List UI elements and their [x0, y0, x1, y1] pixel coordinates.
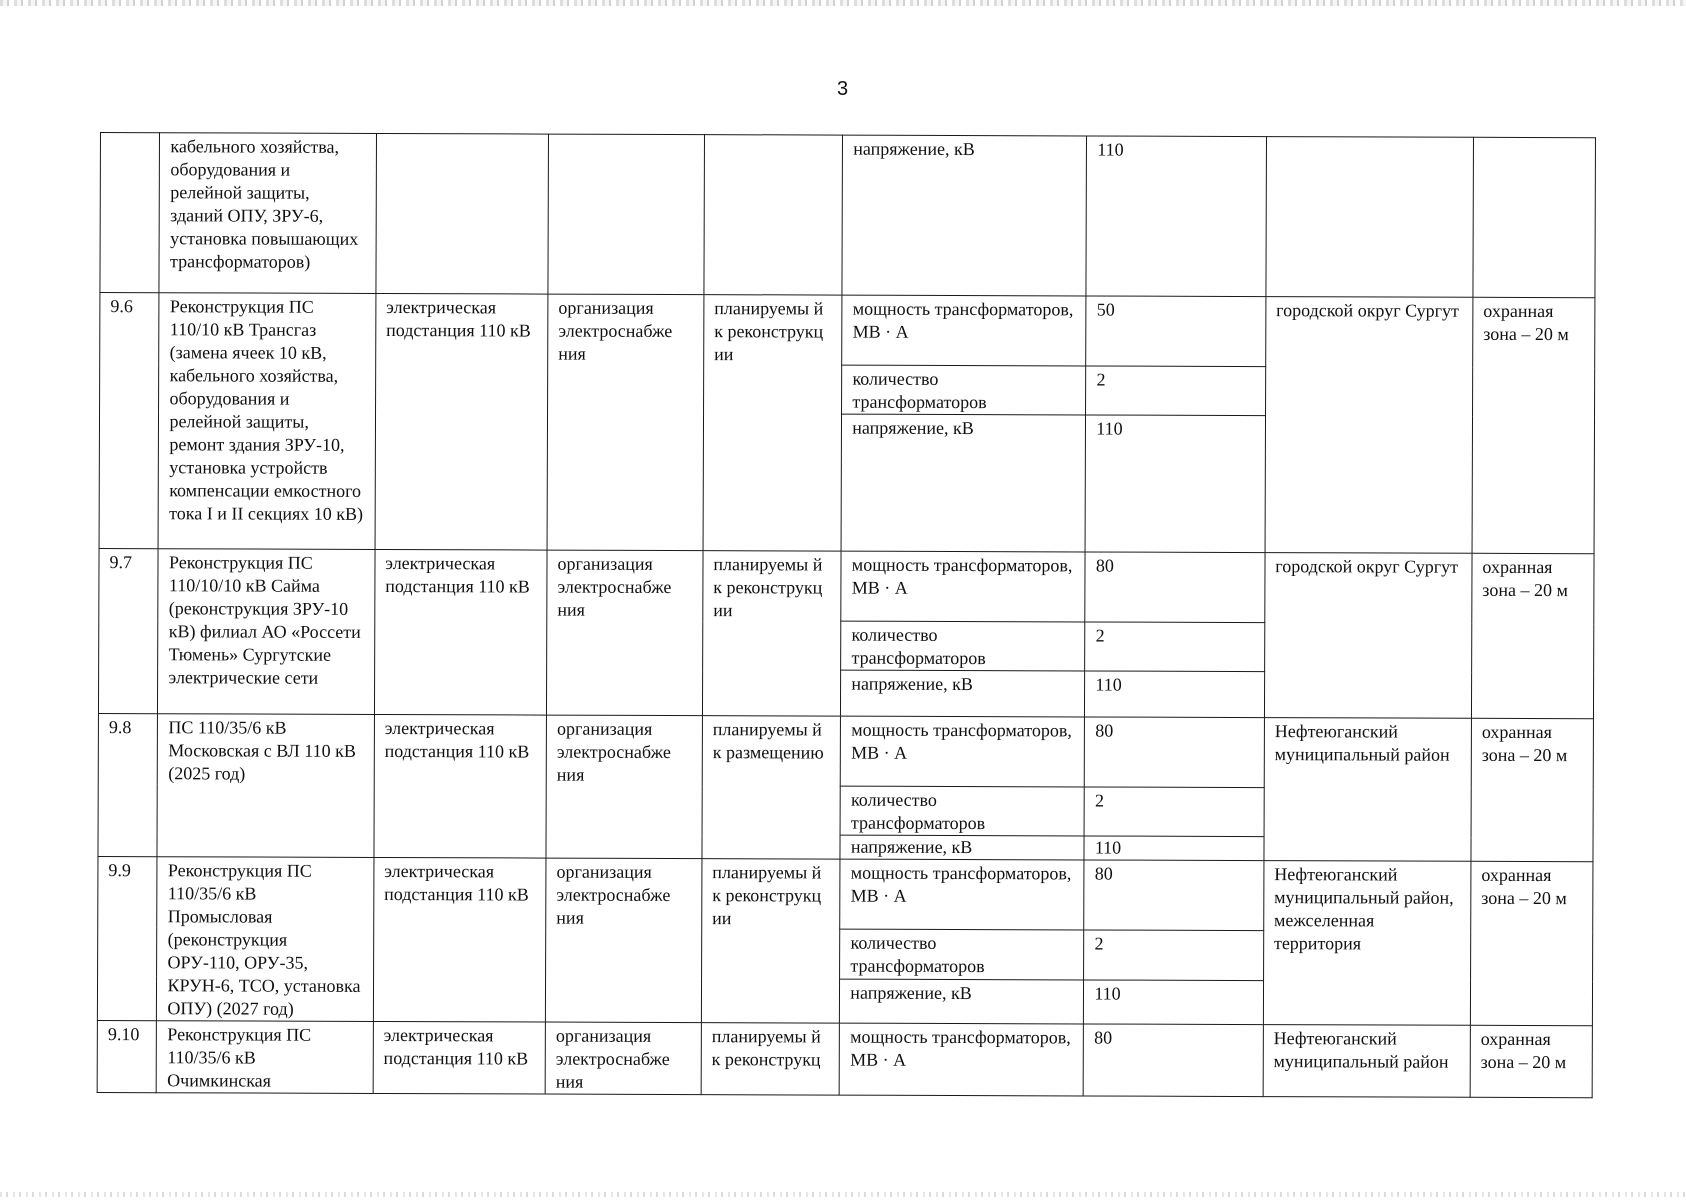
cell-param: мощность трансформаторов, МВ · А	[840, 859, 1084, 930]
cell-num: 9.9	[97, 856, 157, 1020]
cell-param: напряжение, кВ	[840, 835, 1084, 860]
cell-param: мощность трансформаторов, МВ · А	[842, 295, 1086, 366]
cell-status: планируемы й к размещению	[702, 716, 841, 859]
cell-num: 9.8	[98, 713, 158, 856]
cell-value: 80	[1085, 717, 1265, 788]
cell-location: Нефтеюганский муниципальный район	[1264, 718, 1472, 862]
cell-param: мощность трансформаторов, МВ · А	[841, 716, 1085, 787]
cell-purpose: организация электроснабже ния	[547, 294, 704, 551]
cell-purpose	[548, 134, 704, 295]
cell-type	[376, 133, 549, 294]
table-row	[97, 1020, 1592, 1097]
cell-value: 110	[1086, 136, 1266, 297]
cell-value: 2	[1085, 622, 1265, 672]
cell-num: 9.7	[98, 548, 158, 713]
cell-value: 110	[1085, 671, 1265, 718]
cell-status	[704, 135, 843, 295]
scan-edge-bottom	[0, 1192, 1686, 1197]
cell-value: 110	[1084, 980, 1264, 1025]
cell-zone: охранная зона – 20 м	[1470, 861, 1593, 1025]
cell-param: напряжение, кВ	[841, 414, 1086, 552]
table-row-continued	[100, 133, 1596, 298]
cell-type: электрическая подстанция 110 кВ	[373, 1021, 546, 1094]
cell-name: кабельного хозяйства, оборудования и релейной защиты, зданий ОПУ, ЗРУ-6, установка повышающих трансформаторов)	[159, 133, 376, 294]
cell-type: электрическая подстанция 110 кВ	[374, 549, 547, 715]
cell-status: планируемы й к реконструкц ии	[702, 551, 841, 716]
cell-value: 2	[1084, 787, 1264, 837]
cell-purpose: организация электроснабже ния	[545, 1022, 701, 1095]
cell-purpose: организация электроснабже ния	[545, 858, 701, 1023]
cell-location: городской округ Сургут	[1265, 297, 1473, 554]
cell-num: 9.10	[97, 1020, 157, 1092]
cell-zone: охранная зона – 20 м	[1471, 553, 1594, 718]
cell-name: Реконструкция ПС 110/35/6 кВ Промысловая (реконструкция ОРУ-110, ОРУ-35, КРУН-6, ТСО, установка ОПУ) (2027 год)	[157, 857, 374, 1022]
cell-param: напряжение, кВ	[842, 135, 1087, 296]
cell-value: 80	[1084, 1024, 1264, 1097]
cell-param: мощность трансформаторов, МВ · А	[839, 1023, 1083, 1096]
cell-type: электрическая подстанция 110 кВ	[373, 857, 546, 1022]
cell-param: количество трансформаторов	[841, 621, 1085, 671]
cell-value: 80	[1085, 552, 1265, 623]
cell-param: мощность трансформаторов, МВ · А	[841, 551, 1085, 622]
cell-param: напряжение, кВ	[840, 979, 1084, 1024]
cell-value: 110	[1084, 836, 1264, 861]
cell-location	[1266, 137, 1474, 298]
cell-zone: охранная зона – 20 м	[1472, 297, 1595, 553]
cell-name: ПС 110/35/6 кВ Московская с ВЛ 110 кВ (2025 год)	[157, 714, 374, 858]
cell-status: планируемы й к реконструкц	[701, 1023, 840, 1095]
cell-type: электрическая подстанция 110 кВ	[374, 714, 547, 858]
table-row	[100, 293, 1595, 368]
cell-status: планируемы й к реконструкц ии	[703, 295, 842, 551]
cell-zone: охранная зона – 20 м	[1470, 1025, 1592, 1097]
cell-value: 110	[1085, 415, 1265, 553]
cell-location: Нефтеюганский муниципальный район, межселенная территория	[1263, 861, 1471, 1026]
page-number: 3	[837, 78, 849, 100]
cell-purpose: организация электроснабже ния	[547, 550, 703, 716]
table-row	[98, 856, 1593, 932]
cell-value: 2	[1084, 930, 1264, 980]
cell-zone: охранная зона – 20 м	[1471, 718, 1594, 861]
cell-num	[100, 133, 160, 293]
scan-edge-top	[0, 0, 1686, 6]
cell-name: Реконструкция ПС 110/10 кВ Трансгаз (замена ячеек 10 кВ, кабельного хозяйства, оборудования и релейной защиты, ремонт здания ЗРУ-10, установка устройств компенсации емкостного тока I и II секциях 10 кВ)	[159, 293, 376, 550]
cell-value: 80	[1084, 860, 1264, 931]
cell-type: электрическая подстанция 110 кВ	[375, 293, 548, 550]
cell-zone	[1473, 137, 1596, 297]
cell-name: Реконструкция ПС 110/10/10 кВ Сайма (реконструкция ЗРУ-10 кВ) филиал АО «Россети Тюмень» Сургутские электрические сети	[158, 549, 375, 715]
cell-param: напряжение, кВ	[841, 670, 1085, 717]
cell-status: планируемы й к реконструкц ии	[701, 859, 840, 1023]
table-row	[98, 713, 1593, 788]
cell-purpose: организация электроснабже ния	[546, 715, 702, 859]
table-row	[99, 548, 1594, 623]
facilities-table-wrapper	[97, 132, 1596, 1098]
cell-param: количество трансформаторов	[840, 930, 1084, 980]
facilities-table	[97, 132, 1596, 1098]
cell-name: Реконструкция ПС 110/35/6 кВ Очимкинская	[157, 1021, 374, 1094]
cell-num: 9.6	[99, 293, 159, 549]
cell-location: Нефтеюганский муниципальный район	[1263, 1025, 1470, 1098]
cell-param: количество трансформаторов	[840, 786, 1084, 836]
cell-param: количество трансформаторов	[842, 365, 1086, 415]
cell-value: 50	[1086, 296, 1266, 367]
cell-value: 2	[1086, 366, 1266, 416]
cell-location: городской округ Сургут	[1264, 553, 1472, 719]
